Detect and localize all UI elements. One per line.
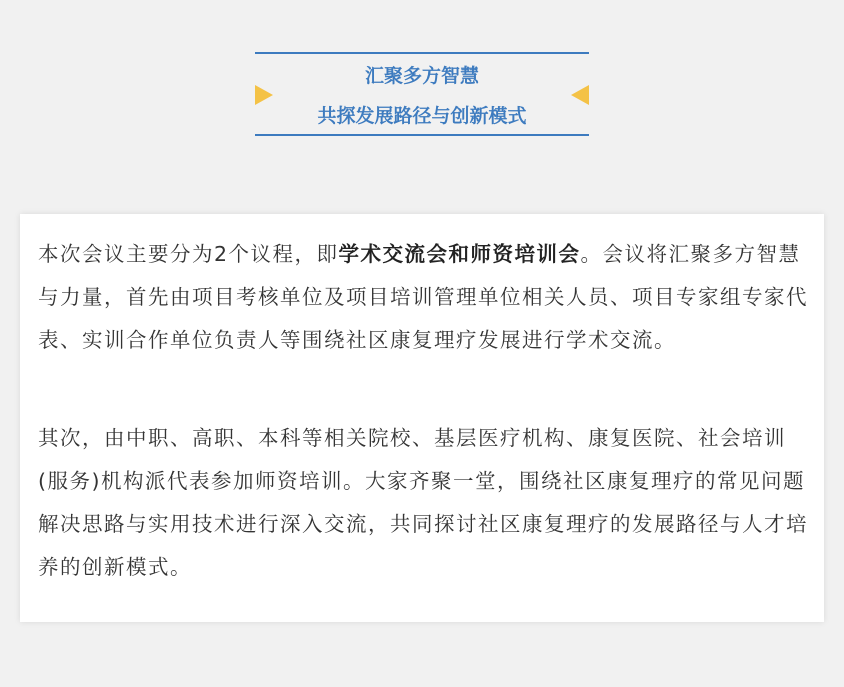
paragraph-training: 其次，由中职、高职、本科等相关院校、基层医疗机构、康复医院、社会培训(服务)机构派代表参加师资培训。大家齐聚一堂，围绕社区康复理疗的常见问题解决思路与实用技术进行深入交流，共同探讨社区康复理疗的发展路径与人才培养的创新模式。: [38, 426, 808, 579]
content-card: [20, 214, 824, 622]
paragraph-agenda-highlight: 学术交流会和师资培训会: [338, 242, 581, 266]
section-title: [255, 52, 589, 136]
triangle-right-icon: [255, 85, 273, 105]
title-top-rule: [255, 52, 589, 54]
triangle-left-icon: [571, 85, 589, 105]
title-line-1: 汇聚多方智慧: [364, 65, 479, 87]
paragraph-agenda-intro: 本次会议主要分为2个议程，即: [38, 242, 339, 266]
paragraph-agenda: [38, 233, 808, 362]
title-line-2: 共探发展路径与创新模式: [317, 105, 527, 127]
title-bottom-rule: [255, 134, 589, 136]
paragraph-agenda-rest: 。会议将汇聚多方智慧与力量，首先由项目考核单位及项目培训管理单位相关人员、项目专家组专家代表、实训合作单位负责人等围绕社区康复理疗发展进行学术交流。: [38, 242, 808, 352]
